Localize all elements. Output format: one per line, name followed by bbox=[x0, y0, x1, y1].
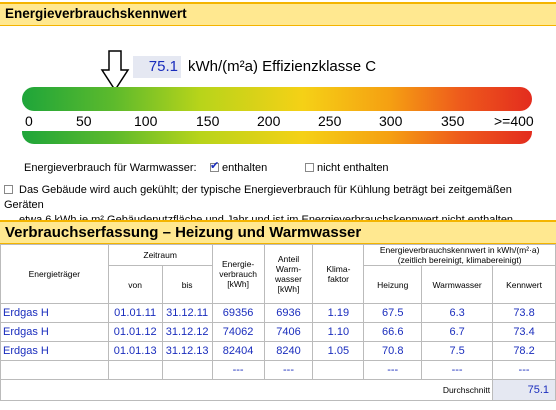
scale-tick: 300 bbox=[379, 113, 403, 129]
scale-tick: 250 bbox=[318, 113, 342, 129]
checkbox-icon[interactable] bbox=[305, 163, 314, 172]
scale-tick: 0 bbox=[25, 113, 33, 129]
cell-von: 01.01.12 bbox=[108, 323, 162, 342]
header-text: (zeitlich bereinigt, klimabereinigt) bbox=[397, 255, 522, 265]
header-bis: bis bbox=[162, 266, 212, 304]
header-heizung: Heizung bbox=[364, 266, 422, 304]
cell-warmwasser: 6.7 bbox=[422, 323, 493, 342]
warmwater-excluded-option[interactable] bbox=[305, 161, 389, 175]
cell-traeger: Erdgas H bbox=[1, 323, 109, 342]
warmwater-included-label: enthalten bbox=[222, 162, 268, 174]
cell-kennwert: --- bbox=[493, 361, 556, 380]
section-header-kennwert bbox=[0, 2, 556, 26]
cell-kennwert: 73.8 bbox=[493, 304, 556, 323]
cell-heizung: 67.5 bbox=[364, 304, 422, 323]
table-row bbox=[1, 323, 556, 342]
cell-heizung: 70.8 bbox=[364, 342, 422, 361]
cell-verbrauch: 74062 bbox=[212, 323, 264, 342]
cell-verbrauch: 69356 bbox=[212, 304, 264, 323]
section-title: Verbrauchserfassung – Heizung und Warmwasser bbox=[5, 224, 362, 241]
cell-klima: 1.10 bbox=[313, 323, 364, 342]
section-title: Energieverbrauchskennwert bbox=[5, 6, 187, 21]
cell-anteil: --- bbox=[264, 361, 313, 380]
cell-von bbox=[108, 361, 162, 380]
cell-traeger: Erdgas H bbox=[1, 304, 109, 323]
cell-warmwasser: 6.3 bbox=[422, 304, 493, 323]
scale-tick: 150 bbox=[196, 113, 220, 129]
header-anteil-warmwasser bbox=[264, 245, 313, 304]
header-zeitraum: Zeitraum bbox=[108, 245, 212, 266]
header-text: Energie- bbox=[222, 259, 255, 269]
scale-tick: 350 bbox=[441, 113, 465, 129]
table-row bbox=[1, 304, 556, 323]
header-kennwert: Kennwert bbox=[493, 266, 556, 304]
header-text: Klima- bbox=[326, 264, 351, 274]
consumption-table bbox=[0, 244, 556, 401]
warmwater-label: Energieverbrauch für Warmwasser: bbox=[24, 162, 197, 174]
table-row bbox=[1, 342, 556, 361]
header-text: Anteil bbox=[277, 254, 300, 264]
cell-klima: 1.19 bbox=[313, 304, 364, 323]
arrow-down-icon bbox=[100, 50, 130, 92]
header-text: [kWh] bbox=[277, 284, 300, 294]
scale-tick: 200 bbox=[257, 113, 281, 129]
efficiency-unit-class: kWh/(m²a) Effizienzklasse C bbox=[188, 58, 377, 75]
header-text: verbrauch bbox=[219, 269, 257, 279]
table-row bbox=[1, 361, 556, 380]
section-header-verbrauch bbox=[0, 220, 556, 244]
warmwater-excluded-label: nicht enthalten bbox=[317, 162, 389, 174]
efficiency-value: 75.1 bbox=[133, 56, 181, 78]
cell-klima bbox=[313, 361, 364, 380]
cell-verbrauch: 82404 bbox=[212, 342, 264, 361]
cooling-note-line1: Das Gebäude wird auch gekühlt; der typische Energieverbrauch für Kühlung beträgt bei zeitgemäßen Geräten bbox=[4, 184, 512, 211]
header-text: Warm- bbox=[275, 264, 302, 274]
checkbox-icon[interactable] bbox=[4, 185, 13, 194]
energy-scale-bar bbox=[22, 87, 532, 111]
cell-traeger: Erdgas H bbox=[1, 342, 109, 361]
cell-von: 01.01.11 bbox=[108, 304, 162, 323]
scale-tick: 100 bbox=[134, 113, 158, 129]
cell-kennwert: 78.2 bbox=[493, 342, 556, 361]
cell-bis: 31.12.13 bbox=[162, 342, 212, 361]
header-warmwasser: Warmwasser bbox=[422, 266, 493, 304]
cell-traeger bbox=[1, 361, 109, 380]
header-von: von bbox=[108, 266, 162, 304]
cell-klima: 1.05 bbox=[313, 342, 364, 361]
cell-bis: 31.12.11 bbox=[162, 304, 212, 323]
header-text: [kWh] bbox=[227, 279, 249, 289]
warmwater-included-option[interactable] bbox=[210, 161, 267, 175]
cell-von: 01.01.13 bbox=[108, 342, 162, 361]
header-text: Energieverbrauchskennwert in kWh/(m²·a) bbox=[379, 245, 540, 255]
cell-warmwasser: --- bbox=[422, 361, 493, 380]
scale-tick: 50 bbox=[76, 113, 92, 129]
average-label: Durchschnitt bbox=[1, 380, 493, 401]
checkbox-checked-icon[interactable] bbox=[210, 163, 219, 172]
cell-heizung: --- bbox=[364, 361, 422, 380]
cell-bis bbox=[162, 361, 212, 380]
average-row bbox=[1, 380, 556, 401]
header-energieverbrauch bbox=[212, 245, 264, 304]
cell-bis: 31.12.12 bbox=[162, 323, 212, 342]
average-value: 75.1 bbox=[493, 380, 556, 401]
cell-anteil: 7406 bbox=[264, 323, 313, 342]
cell-anteil: 8240 bbox=[264, 342, 313, 361]
scale-tick: >=400 bbox=[494, 113, 534, 129]
cell-verbrauch: --- bbox=[212, 361, 264, 380]
header-energietraeger: Energieträger bbox=[1, 245, 109, 304]
cell-heizung: 66.6 bbox=[364, 323, 422, 342]
header-klimafaktor bbox=[313, 245, 364, 304]
energy-scale-bar-bottom bbox=[22, 131, 532, 144]
cell-warmwasser: 7.5 bbox=[422, 342, 493, 361]
cell-kennwert: 73.4 bbox=[493, 323, 556, 342]
header-kennwert-group bbox=[364, 245, 556, 266]
cell-anteil: 6936 bbox=[264, 304, 313, 323]
header-text: wasser bbox=[275, 274, 302, 284]
header-text: faktor bbox=[327, 274, 350, 284]
